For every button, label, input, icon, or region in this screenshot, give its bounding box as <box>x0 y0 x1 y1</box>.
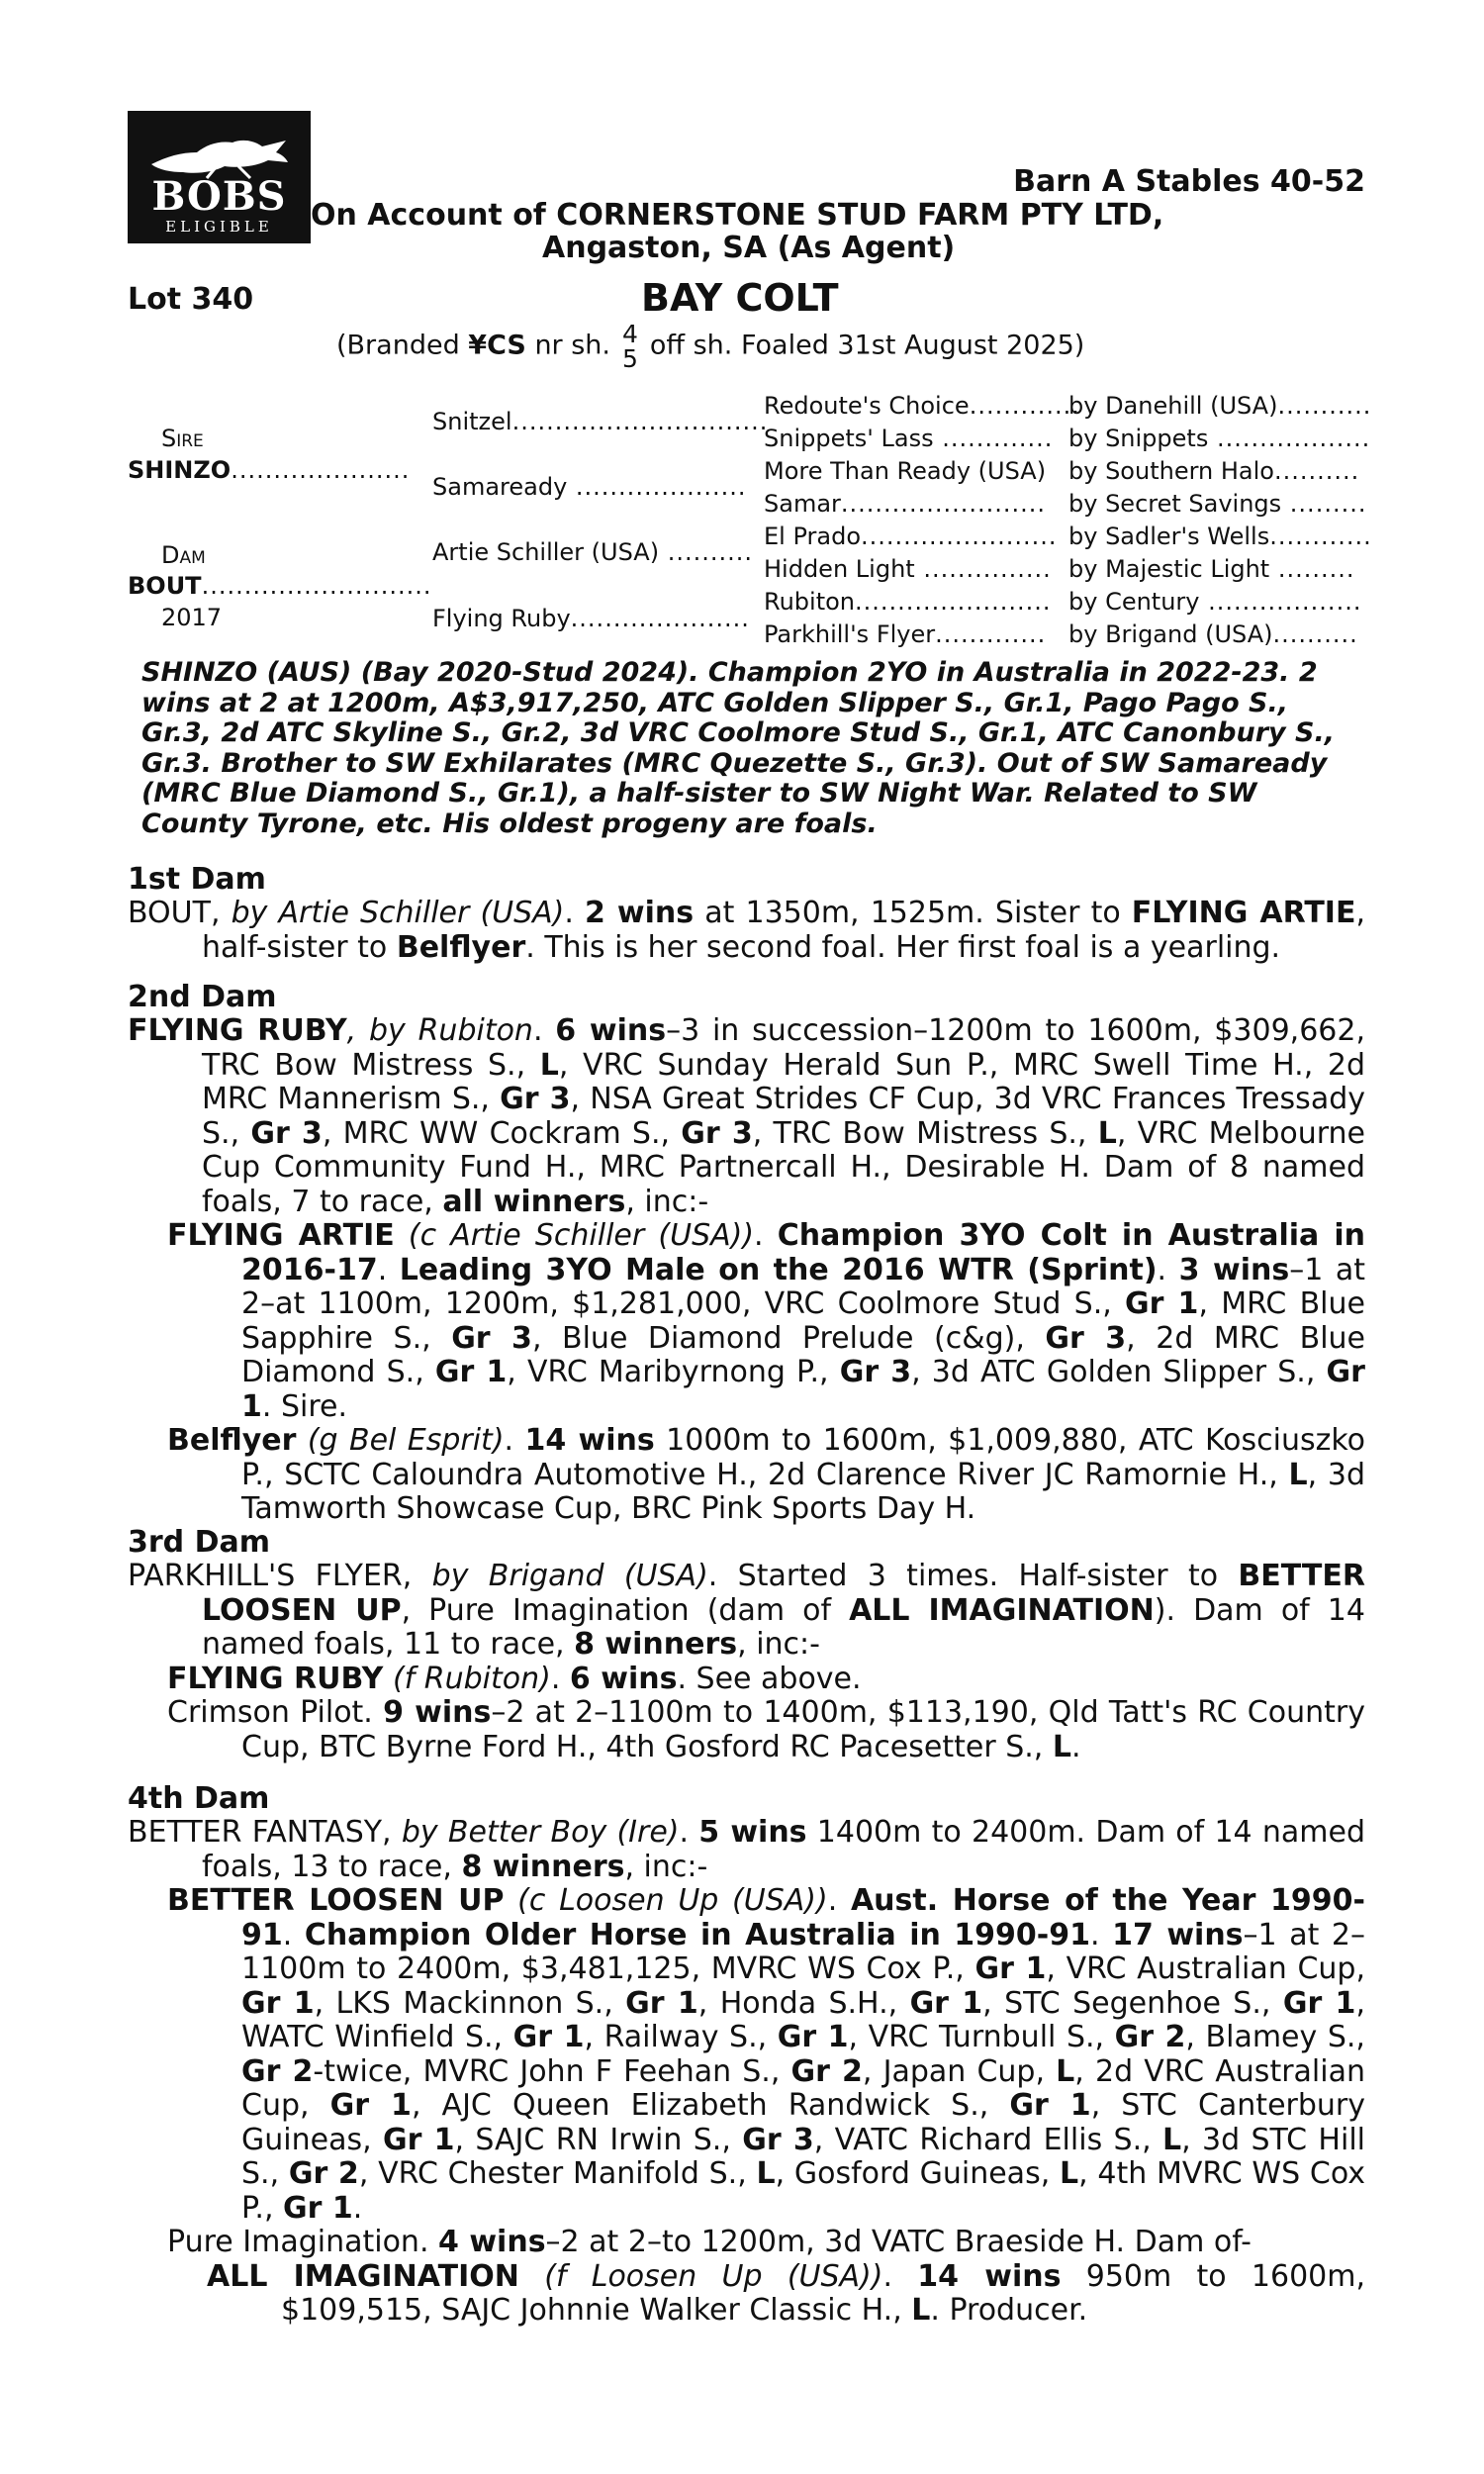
sire-summary-line: SHINZO (AUS) (Bay 2020-Stud 2024). Champion 2YO in Australia in 2022-23. 2 <box>141 657 1318 688</box>
sire-name-text: SHINZO <box>128 456 232 484</box>
sire-summary-line: wins at 2 at 1200m, A$3,917,250, ATC Golden Slipper S., Gr.1, Pago Pago S., <box>141 687 1288 718</box>
sire-summary-line: Gr.3, 2d ATC Skyline S., Gr.2, 3d VRC Coolmore Stud S., Gr.1, ATC Canonbury S., <box>141 717 1335 748</box>
progeny-entry: ALL IMAGINATION (f Loosen Up (USA)). 14 wins 950m to 1600m, $109,515, SAJC Johnnie Walker Classic H., L. Producer. <box>207 2258 1366 2328</box>
sire-name: SHINZO..................... <box>128 456 411 484</box>
progeny-entry: BETTER LOOSEN UP (c Loosen Up (USA)). Aust. Horse of the Year 1990-91. Champion Older Horse in Australia in 1990-91. 17 wins–1 at 2–1100m to 2400m, $3,481,125, MVRC WS Cox P., Gr 1, VRC Australian Cup, Gr 1, LKS Mackinnon S., Gr 1, Honda S.H., Gr 1, STC Segenhoe S., Gr 1, WATC Winfield S., Gr 1, Railway S., Gr 1, VRC Turnbull S., Gr 2, Blamey S., Gr 2-twice, MVRC John F Feehan S., Gr 2, Japan Cup, L, 2d VRC Australian Cup, Gr 1, AJC Queen Elizabeth Randwick S., Gr 1, STC Canterbury Guineas, Gr 1, SAJC RN Irwin S., Gr 3, VATC Richard Ellis S., L, 3d STC Hill S., Gr 2, VRC Chester Manifold S., L, Gosford Guineas, L, 4th MVRC WS Cox P., Gr 1. <box>167 1883 1365 2226</box>
pedigree-gen2: Samaready .................... <box>432 473 747 501</box>
pedigree-gen3: El Prado....................... <box>764 523 1058 550</box>
pedigree-gen3: Snippets' Lass ............. <box>764 425 1054 452</box>
bobs-eligible-logo <box>128 111 311 243</box>
progeny-entry: Crimson Pilot. 9 wins–2 at 2–1100m to 1400m, $113,190, Qld Tatt's RC Country Cup, BTC Byrne Ford H., 4th Gosford RC Pacesetter S., L. <box>167 1695 1365 1764</box>
pedigree-gen2: Flying Ruby..................... <box>432 605 750 632</box>
gen4-name: by Southern Halo <box>1068 457 1274 485</box>
brand-pre: (Branded <box>336 330 469 361</box>
brand-fraction-den: 5 <box>622 344 638 373</box>
dam-label: Dam <box>161 541 206 569</box>
progeny-entry: FLYING RUBY (f Rubiton). 6 wins. See above. <box>167 1661 862 1696</box>
dam-year: 2017 <box>161 604 223 631</box>
stables-location: Barn A Stables 40-52 <box>1013 164 1365 199</box>
gen4-name: by Century <box>1068 588 1200 616</box>
first-dam-section <box>128 897 1365 965</box>
pedigree-gen3: Rubiton....................... <box>764 588 1052 616</box>
sire-summary <box>141 658 1358 839</box>
gen3-name: El Prado <box>764 523 862 550</box>
brand-fraction-num: 4 <box>622 320 638 348</box>
fourth-dam-entry: BETTER FANTASY, by Better Boy (Ire). 5 wins 1400m to 2400m. Dam of 14 named foals, 13 to race, 8 winners, inc:- <box>128 1815 1366 1884</box>
sire-summary-line: Gr.3. Brother to SW Exhilarates (MRC Quezette S., Gr.3). Out of SW Samaready <box>141 747 1328 779</box>
first-dam-heading: 1st Dam <box>128 862 266 897</box>
gen3-name: Parkhill's Flyer <box>764 620 936 648</box>
pedigree-gen3 <box>764 456 1046 486</box>
gen2-name: Flying Ruby <box>432 605 571 632</box>
pedigree-gen2: Artie Schiller (USA) .......... <box>432 538 753 566</box>
gen3-name: More Than Ready (USA) <box>764 457 1047 485</box>
pedigree-gen4: by Century .................. <box>1068 588 1362 616</box>
sire-summary-line: (MRC Blue Diamond S., Gr.1), a half-sister to SW Night War. Related to SW <box>141 778 1257 809</box>
pedigree-gen4: by Secret Savings ......... <box>1068 490 1367 518</box>
gen3-name: Redoute's Choice <box>764 392 970 420</box>
pedigree-gen4: by Sadler's Wells............ <box>1068 523 1372 550</box>
logo-sub-text: ELIGIBLE <box>165 218 273 236</box>
gen4-name: by Danehill (USA) <box>1068 392 1278 420</box>
third-dam-section <box>128 1560 1365 1764</box>
gen3-name: Samar <box>764 490 841 518</box>
brand-fraction <box>622 322 638 371</box>
gen3-name: Snippets' Lass <box>764 425 934 452</box>
fourth-dam-section <box>128 1816 1365 2329</box>
pedigree-gen3: Redoute's Choice............. <box>764 392 1080 420</box>
gen2-name: Snitzel <box>432 408 512 435</box>
pedigree-gen3: Hidden Light ............... <box>764 555 1052 583</box>
third-dam-heading: 3rd Dam <box>128 1525 270 1560</box>
pedigree-gen3: Samar........................ <box>764 490 1046 518</box>
second-dam-section <box>128 1014 1365 1527</box>
logo-main-text: BOBS <box>151 173 287 220</box>
gen4-name: by Sadler's Wells <box>1068 523 1270 550</box>
dam-name: BOUT........................... <box>128 572 432 600</box>
dam-name-text: BOUT <box>128 572 202 600</box>
fourth-dam-heading: 4th Dam <box>128 1781 270 1816</box>
third-dam-entry: PARKHILL'S FLYER, by Brigand (USA). Started 3 times. Half-sister to BETTER LOOSEN UP, Pure Imagination (dam of ALL IMAGINATION). Dam of 14 named foals, 11 to race, 8 winners, inc:- <box>128 1559 1365 1662</box>
progeny-entry: Pure Imagination. 4 wins–2 at 2–to 1200m, 3d VATC Braeside H. Dam of- <box>167 2225 1252 2259</box>
pedigree-gen4: by Brigand (USA).......... <box>1068 620 1358 648</box>
second-dam-entry: FLYING RUBY, by Rubiton. 6 wins–3 in succession–1200m to 1600m, $309,662, TRC Bow Mistress S., L, VRC Sunday Herald Sun P., MRC Swell Time H., 2d MRC Mannerism S., Gr 3, NSA Great Strides CF Cup, 3d VRC Frances Tressady S., Gr 3, MRC WW Cockram S., Gr 3, TRC Bow Mistress S., L, VRC Melbourne Cup Community Fund H., MRC Partnercall H., Desirable H. Dam of 8 named foals, 7 to race, all winners, inc:- <box>128 1013 1366 1219</box>
brand-foaled-line <box>336 322 1084 371</box>
gen3-name: Hidden Light <box>764 555 915 583</box>
second-dam-heading: 2nd Dam <box>128 980 277 1014</box>
progeny-entry: FLYING ARTIE (c Artie Schiller (USA)). Champion 3YO Colt in Australia in 2016-17. Leading 3YO Male on the 2016 WTR (Sprint). 3 wins–1 at 2–at 1100m, 1200m, $1,281,000, VRC Coolmore Stud S., Gr 1, MRC Blue Sapphire S., Gr 3, Blue Diamond Prelude (c&g), Gr 3, 2d MRC Blue Diamond S., Gr 1, VRC Maribyrnong P., Gr 3, 3d ATC Golden Slipper S., Gr 1. Sire. <box>167 1218 1366 1424</box>
sire-label: Sire <box>161 425 204 452</box>
progeny-entry: Belflyer (g Bel Esprit). 14 wins 1000m to 1600m, $1,009,880, ATC Kosciuszko P., SCTC Caloundra Automotive H., 2d Clarence River JC Ramornie H., L, 3d Tamworth Showcase Cup, BRC Pink Sports Day H. <box>167 1423 1365 1526</box>
first-dam-entry: BOUT, by Artie Schiller (USA). 2 wins at 1350m, 1525m. Sister to FLYING ARTIE, half-sister to Belflyer. This is her second foal. Her first foal is a yearling. <box>128 896 1365 965</box>
gen4-name: by Majestic Light <box>1068 555 1270 583</box>
pedigree-gen3: Parkhill's Flyer............. <box>764 620 1047 648</box>
pedigree-gen2: Snitzel.............................. <box>432 408 769 435</box>
horse-description: BAY COLT <box>641 276 839 320</box>
vendor-account: On Account of CORNERSTONE STUD FARM PTY LTD, <box>311 198 1164 233</box>
brand-symbol: ¥CS <box>468 330 526 361</box>
vendor-location: Angaston, SA (As Agent) <box>542 231 956 265</box>
pedigree-gen4: by Danehill (USA)........... <box>1068 392 1372 420</box>
gen2-name: Samaready <box>432 473 568 501</box>
gen4-name: by Snippets <box>1068 425 1209 452</box>
gen2-name: Artie Schiller (USA) <box>432 538 660 566</box>
pedigree-gen4: by Majestic Light ......... <box>1068 555 1355 583</box>
gen3-name: Rubiton <box>764 588 856 616</box>
brand-mid: nr sh. <box>525 330 610 361</box>
gen4-name: by Secret Savings <box>1068 490 1282 518</box>
brand-post: off sh. Foaled 31st August 2025) <box>649 330 1085 361</box>
pedigree-gen4: by Snippets .................. <box>1068 425 1371 452</box>
gen4-name: by Brigand (USA) <box>1068 620 1273 648</box>
lot-number: Lot 340 <box>128 282 254 317</box>
pedigree-gen4: by Southern Halo.......... <box>1068 457 1360 485</box>
sire-summary-line: County Tyrone, etc. His oldest progeny are foals. <box>141 808 878 839</box>
